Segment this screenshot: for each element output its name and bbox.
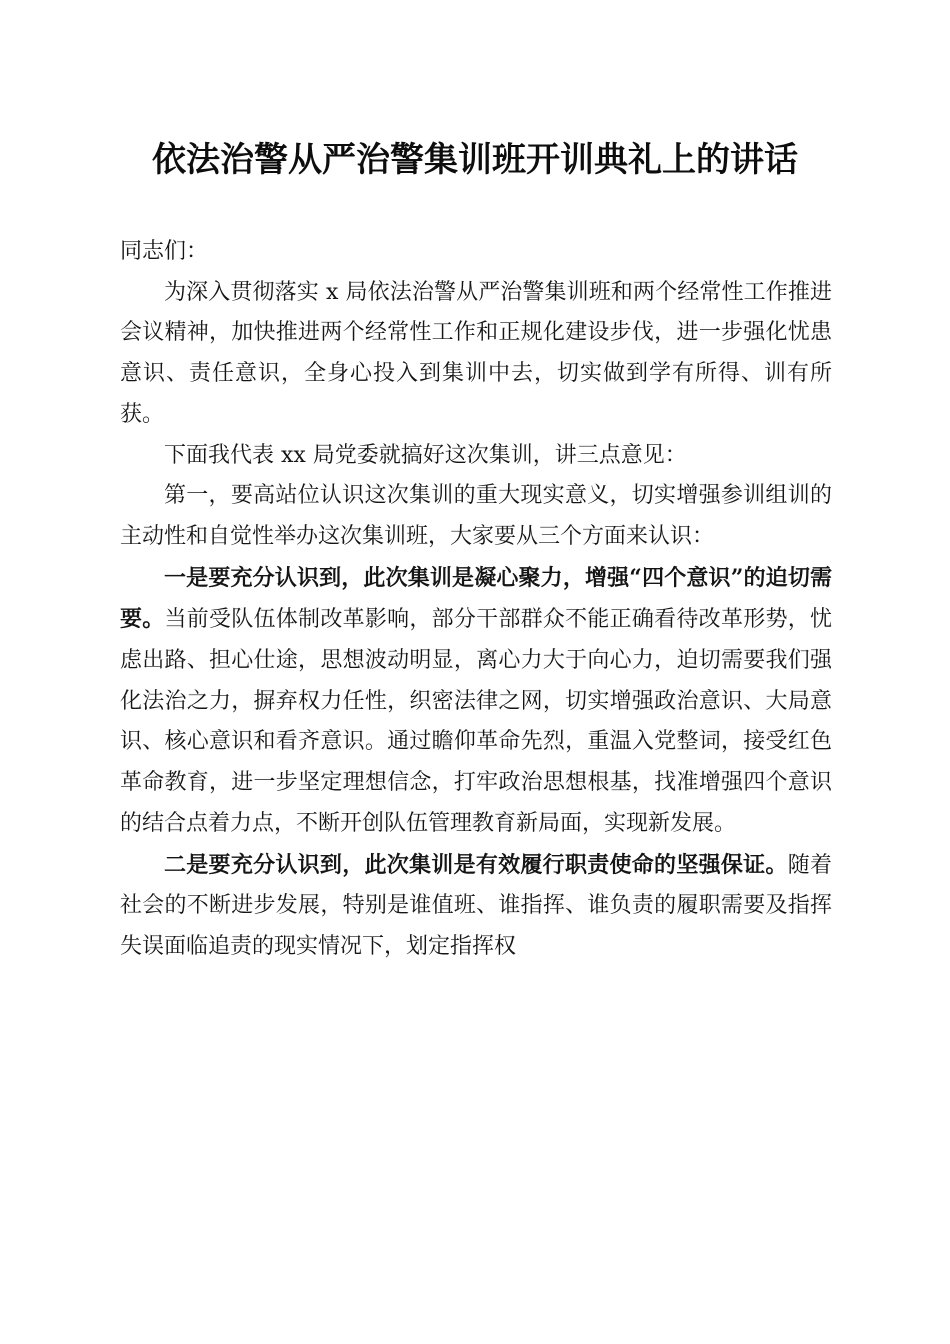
document-title: 依法治警从严治警集训班开训典礼上的讲话 — [152, 140, 798, 180]
salutation: 同志们： — [120, 239, 209, 264]
subpoint-one-text: 当前受队伍体制改革影响，部分干部群众不能正确看待改革形势，忧虑出路、担心仕途，思想波动明显，离心力大于向心力，迫切需要我们强化法治之力，摒弃权力任性，织密法律之网，切实增强政治意识、大局意识、核心意识和看齐意识。通过瞻仰革命先烈，重温入党整词，接受红色革命教育，进一步坚定理想信念，打牢政治思想根基，找准增强四个意识的结合点着力点，不断开创队伍管理教育新局面，实现新发展。 — [120, 607, 832, 836]
paragraph-outline: 下面我代表 xx 局党委就搞好这次集训，讲三点意见： — [164, 442, 687, 468]
document-body — [120, 232, 832, 968]
subpoint-two-lead: 二是要充分认识到，此次集训是有效履行职责使命的坚强保证。 — [164, 851, 788, 878]
paragraph-subpoint-one — [120, 558, 832, 845]
paragraph-intro: 为深入贯彻落实 x 局依法治警从严治警集训班和两个经常性工作推进会议精神，加快推进两个经常性工作和正规化建设步伐，进一步强化忧患意识、责任意识，全身心投入到集训中去，切实做到学有所得、训有所获。 — [120, 279, 832, 427]
subpoint-two-text: 随着社会的不断进步发展，特别是谁值班、谁指挥、谁负责的履职需要及指挥失误面临追责的现实情况下，划定指挥权 — [120, 852, 832, 959]
paragraph-point-one: 第一，要高站位认识这次集训的重大现实意义，切实增强参训组训的主动性和自觉性举办这次集训班，大家要从三个方面来认识： — [120, 483, 832, 549]
subpoint-one-lead: 一是要充分认识到，此次集训是凝心聚力，增强“四个意识”的迫切需要。 — [120, 564, 832, 633]
paragraph-subpoint-two — [120, 845, 832, 968]
